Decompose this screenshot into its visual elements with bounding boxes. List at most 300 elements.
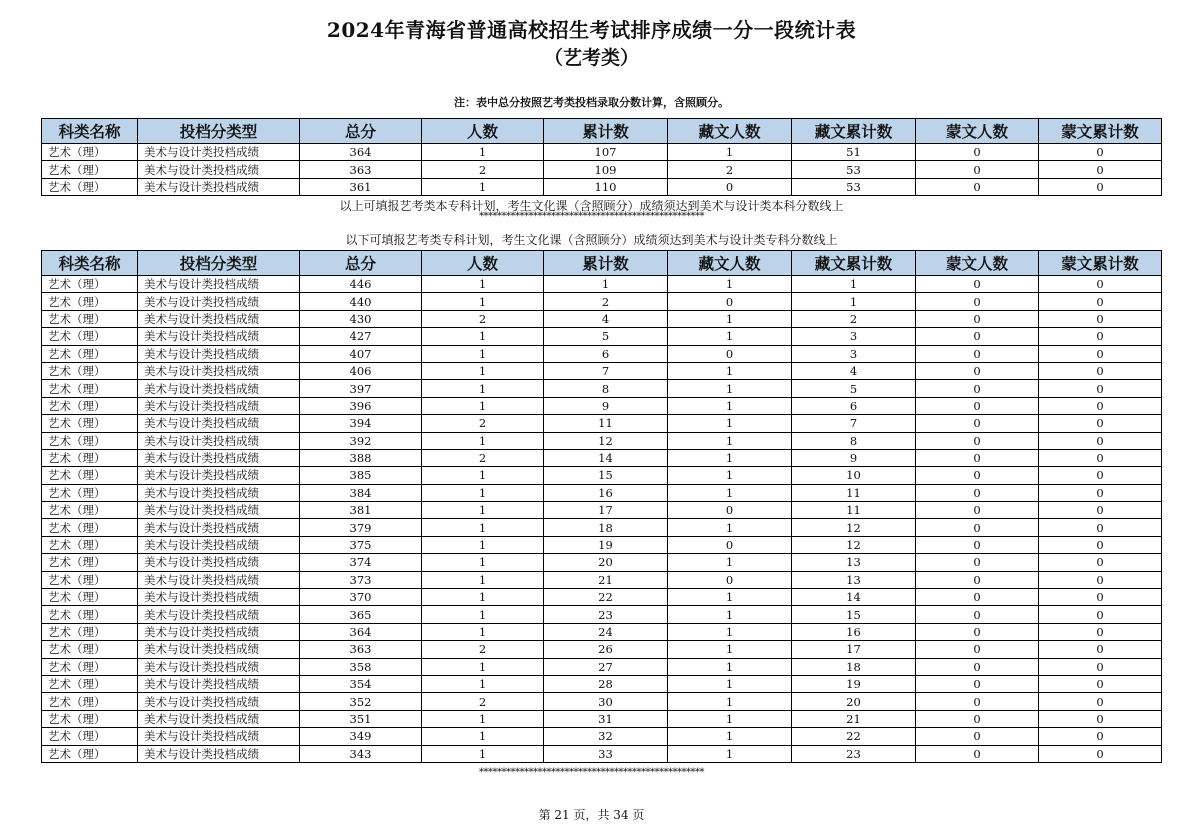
cumulative-cell: 17 [544,502,668,519]
tibetan-cumulative-cell: 3 [792,345,916,362]
tibetan-cumulative-cell: 23 [792,745,916,762]
mongolian-cumulative-cell: 0 [1039,293,1162,310]
score-type-cell: 美术与设计类投档成绩 [138,293,300,310]
tibetan-cumulative-cell: 1 [792,293,916,310]
column-header: 藏文人数 [668,119,792,144]
count-cell: 2 [422,310,544,327]
cumulative-cell: 23 [544,606,668,623]
cumulative-cell: 20 [544,554,668,571]
category-cell: 艺术（理） [42,449,138,466]
mongolian-count-cell: 0 [916,178,1039,195]
count-cell: 1 [422,467,544,484]
category-cell: 艺术（理） [42,144,138,161]
score-type-cell: 美术与设计类投档成绩 [138,536,300,553]
tibetan-count-cell: 1 [668,397,792,414]
tibetan-cumulative-cell: 53 [792,178,916,195]
mongolian-count-cell: 0 [916,571,1039,588]
mongolian-count-cell: 0 [916,432,1039,449]
table-row [42,144,1162,161]
category-cell: 艺术（理） [42,641,138,658]
column-header: 人数 [422,251,544,276]
table-body [42,144,1162,196]
tibetan-count-cell: 1 [668,728,792,745]
score-type-cell: 美术与设计类投档成绩 [138,675,300,692]
document-subtitle: （艺考类） [543,47,639,69]
tibetan-count-cell: 0 [668,178,792,195]
count-cell: 1 [422,432,544,449]
category-cell: 艺术（理） [42,554,138,571]
tibetan-count-cell: 1 [668,432,792,449]
score-type-cell: 美术与设计类投档成绩 [138,710,300,727]
count-cell: 1 [422,276,544,293]
separator-line: ************************************************** [479,767,704,778]
mongolian-cumulative-cell: 0 [1039,178,1162,195]
mongolian-cumulative-cell: 0 [1039,519,1162,536]
category-cell: 艺术（理） [42,606,138,623]
category-cell: 艺术（理） [42,380,138,397]
undergraduate-line-note: 以上可填报艺考类本专科计划，考生文化课（含照顾分）成绩须达到美术与设计类本科分数线上 [339,199,844,213]
category-cell: 艺术（理） [42,345,138,362]
table-row [42,415,1162,432]
tibetan-count-cell: 1 [668,641,792,658]
category-cell: 艺术（理） [42,328,138,345]
total-score-cell: 351 [300,710,422,727]
tibetan-count-cell: 1 [668,658,792,675]
cumulative-cell: 33 [544,745,668,762]
tibetan-count-cell: 1 [668,449,792,466]
tibetan-cumulative-cell: 18 [792,658,916,675]
tibetan-cumulative-cell: 21 [792,710,916,727]
total-score-cell: 352 [300,693,422,710]
count-cell: 2 [422,415,544,432]
mongolian-count-cell: 0 [916,519,1039,536]
column-header: 累计数 [544,119,668,144]
tibetan-count-cell: 1 [668,380,792,397]
score-type-cell: 美术与设计类投档成绩 [138,161,300,178]
table-row [42,641,1162,658]
mongolian-cumulative-cell: 0 [1039,432,1162,449]
cumulative-cell: 11 [544,415,668,432]
mongolian-count-cell: 0 [916,710,1039,727]
score-type-cell: 美术与设计类投档成绩 [138,415,300,432]
tibetan-cumulative-cell: 10 [792,467,916,484]
score-type-cell: 美术与设计类投档成绩 [138,449,300,466]
total-score-cell: 343 [300,745,422,762]
total-score-cell: 440 [300,293,422,310]
tibetan-count-cell: 1 [668,589,792,606]
column-header: 投档分类型 [138,251,300,276]
tibetan-cumulative-cell: 12 [792,536,916,553]
tibetan-cumulative-cell: 53 [792,161,916,178]
category-cell: 艺术（理） [42,536,138,553]
mongolian-cumulative-cell: 0 [1039,380,1162,397]
cumulative-cell: 9 [544,397,668,414]
mongolian-cumulative-cell: 0 [1039,467,1162,484]
score-type-cell: 美术与设计类投档成绩 [138,380,300,397]
total-score-cell: 354 [300,675,422,692]
table-row [42,449,1162,466]
category-cell: 艺术（理） [42,362,138,379]
tibetan-cumulative-cell: 51 [792,144,916,161]
category-cell: 艺术（理） [42,623,138,640]
total-score-cell: 375 [300,536,422,553]
mongolian-cumulative-cell: 0 [1039,328,1162,345]
table-note: 注：表中总分按照艺考类投档录取分数计算，含照顾分。 [454,96,729,109]
mongolian-count-cell: 0 [916,536,1039,553]
score-type-cell: 美术与设计类投档成绩 [138,554,300,571]
mongolian-count-cell: 0 [916,502,1039,519]
column-header: 总分 [300,119,422,144]
category-cell: 艺术（理） [42,519,138,536]
column-header: 科类名称 [42,251,138,276]
count-cell: 1 [422,502,544,519]
tibetan-cumulative-cell: 11 [792,502,916,519]
category-cell: 艺术（理） [42,658,138,675]
count-cell: 1 [422,710,544,727]
score-type-cell: 美术与设计类投档成绩 [138,693,300,710]
score-type-cell: 美术与设计类投档成绩 [138,328,300,345]
cumulative-cell: 30 [544,693,668,710]
score-type-cell: 美术与设计类投档成绩 [138,345,300,362]
table-row [42,397,1162,414]
cumulative-cell: 16 [544,484,668,501]
table-row [42,606,1162,623]
table-row [42,362,1162,379]
table-row [42,502,1162,519]
mongolian-count-cell: 0 [916,380,1039,397]
category-cell: 艺术（理） [42,728,138,745]
mongolian-cumulative-cell: 0 [1039,606,1162,623]
table-row [42,161,1162,178]
table-row [42,589,1162,606]
mongolian-count-cell: 0 [916,415,1039,432]
tibetan-cumulative-cell: 16 [792,623,916,640]
category-cell: 艺术（理） [42,467,138,484]
tibetan-count-cell: 1 [668,276,792,293]
table-row [42,276,1162,293]
cumulative-cell: 18 [544,519,668,536]
category-cell: 艺术（理） [42,432,138,449]
tibetan-count-cell: 1 [668,144,792,161]
table-row [42,728,1162,745]
tibetan-cumulative-cell: 4 [792,362,916,379]
cumulative-cell: 19 [544,536,668,553]
tibetan-cumulative-cell: 2 [792,310,916,327]
column-header: 蒙文人数 [916,251,1039,276]
mongolian-count-cell: 0 [916,276,1039,293]
column-header: 人数 [422,119,544,144]
column-header: 蒙文累计数 [1039,119,1162,144]
cumulative-cell: 109 [544,161,668,178]
mongolian-count-cell: 0 [916,693,1039,710]
table-row [42,554,1162,571]
table-row [42,178,1162,195]
total-score-cell: 427 [300,328,422,345]
table-row [42,693,1162,710]
tibetan-count-cell: 1 [668,328,792,345]
mongolian-cumulative-cell: 0 [1039,484,1162,501]
total-score-cell: 364 [300,144,422,161]
category-cell: 艺术（理） [42,675,138,692]
tibetan-cumulative-cell: 17 [792,641,916,658]
cumulative-cell: 15 [544,467,668,484]
score-type-cell: 美术与设计类投档成绩 [138,658,300,675]
category-cell: 艺术（理） [42,293,138,310]
total-score-cell: 397 [300,380,422,397]
tibetan-count-cell: 2 [668,161,792,178]
tibetan-count-cell: 0 [668,293,792,310]
count-cell: 1 [422,536,544,553]
count-cell: 2 [422,641,544,658]
mongolian-cumulative-cell: 0 [1039,397,1162,414]
score-type-cell: 美术与设计类投档成绩 [138,571,300,588]
tibetan-cumulative-cell: 14 [792,589,916,606]
score-table-undergraduate [41,118,1162,196]
tibetan-count-cell: 0 [668,502,792,519]
total-score-cell: 349 [300,728,422,745]
category-cell: 艺术（理） [42,276,138,293]
category-cell: 艺术（理） [42,745,138,762]
mongolian-cumulative-cell: 0 [1039,554,1162,571]
table-row [42,380,1162,397]
table-row [42,484,1162,501]
cumulative-cell: 24 [544,623,668,640]
tibetan-count-cell: 1 [668,606,792,623]
column-header: 蒙文累计数 [1039,251,1162,276]
count-cell: 1 [422,554,544,571]
tibetan-cumulative-cell: 7 [792,415,916,432]
count-cell: 1 [422,658,544,675]
count-cell: 1 [422,745,544,762]
total-score-cell: 358 [300,658,422,675]
mongolian-cumulative-cell: 0 [1039,571,1162,588]
header-row [42,119,1162,144]
mongolian-cumulative-cell: 0 [1039,144,1162,161]
tibetan-count-cell: 1 [668,623,792,640]
document-title: 2024年青海省普通高校招生考试排序成绩一分一段统计表 [326,18,857,42]
cumulative-cell: 22 [544,589,668,606]
mongolian-cumulative-cell: 0 [1039,362,1162,379]
category-cell: 艺术（理） [42,571,138,588]
count-cell: 1 [422,606,544,623]
score-type-cell: 美术与设计类投档成绩 [138,745,300,762]
mongolian-count-cell: 0 [916,449,1039,466]
cumulative-cell: 1 [544,276,668,293]
mongolian-count-cell: 0 [916,589,1039,606]
category-cell: 艺术（理） [42,589,138,606]
cumulative-cell: 27 [544,658,668,675]
count-cell: 1 [422,484,544,501]
score-type-cell: 美术与设计类投档成绩 [138,178,300,195]
column-header: 藏文累计数 [792,251,916,276]
count-cell: 2 [422,449,544,466]
cumulative-cell: 26 [544,641,668,658]
count-cell: 2 [422,161,544,178]
count-cell: 1 [422,328,544,345]
total-score-cell: 365 [300,606,422,623]
count-cell: 2 [422,693,544,710]
mongolian-cumulative-cell: 0 [1039,310,1162,327]
mongolian-cumulative-cell: 0 [1039,693,1162,710]
score-type-cell: 美术与设计类投档成绩 [138,623,300,640]
count-cell: 1 [422,380,544,397]
tibetan-cumulative-cell: 20 [792,693,916,710]
mongolian-cumulative-cell: 0 [1039,536,1162,553]
column-header: 累计数 [544,251,668,276]
tibetan-count-cell: 0 [668,345,792,362]
total-score-cell: 385 [300,467,422,484]
score-type-cell: 美术与设计类投档成绩 [138,728,300,745]
table-row [42,536,1162,553]
score-type-cell: 美术与设计类投档成绩 [138,641,300,658]
score-type-cell: 美术与设计类投档成绩 [138,484,300,501]
count-cell: 1 [422,571,544,588]
table-row [42,345,1162,362]
tibetan-cumulative-cell: 8 [792,432,916,449]
cumulative-cell: 8 [544,380,668,397]
score-type-cell: 美术与设计类投档成绩 [138,362,300,379]
score-table-junior-college [41,250,1162,763]
junior-college-line-note: 以下可填报艺考类专科计划，考生文化课（含照顾分）成绩须达到美术与设计类专科分数线上 [345,233,838,247]
cumulative-cell: 2 [544,293,668,310]
column-header: 藏文人数 [668,251,792,276]
table-row [42,658,1162,675]
tibetan-cumulative-cell: 19 [792,675,916,692]
count-cell: 1 [422,589,544,606]
total-score-cell: 379 [300,519,422,536]
cumulative-cell: 21 [544,571,668,588]
count-cell: 1 [422,519,544,536]
tibetan-cumulative-cell: 9 [792,449,916,466]
tibetan-cumulative-cell: 1 [792,276,916,293]
mongolian-count-cell: 0 [916,641,1039,658]
table-row [42,293,1162,310]
total-score-cell: 407 [300,345,422,362]
score-type-cell: 美术与设计类投档成绩 [138,144,300,161]
mongolian-count-cell: 0 [916,397,1039,414]
mongolian-cumulative-cell: 0 [1039,449,1162,466]
mongolian-cumulative-cell: 0 [1039,675,1162,692]
column-header: 投档分类型 [138,119,300,144]
mongolian-count-cell: 0 [916,467,1039,484]
cumulative-cell: 14 [544,449,668,466]
category-cell: 艺术（理） [42,161,138,178]
score-type-cell: 美术与设计类投档成绩 [138,397,300,414]
score-type-cell: 美术与设计类投档成绩 [138,519,300,536]
category-cell: 艺术（理） [42,484,138,501]
tibetan-count-cell: 1 [668,710,792,727]
score-type-cell: 美术与设计类投档成绩 [138,276,300,293]
cumulative-cell: 6 [544,345,668,362]
column-header: 总分 [300,251,422,276]
total-score-cell: 370 [300,589,422,606]
total-score-cell: 364 [300,623,422,640]
mongolian-count-cell: 0 [916,606,1039,623]
category-cell: 艺术（理） [42,693,138,710]
total-score-cell: 430 [300,310,422,327]
tibetan-count-cell: 1 [668,519,792,536]
cumulative-cell: 110 [544,178,668,195]
total-score-cell: 363 [300,641,422,658]
total-score-cell: 392 [300,432,422,449]
category-cell: 艺术（理） [42,502,138,519]
cumulative-cell: 107 [544,144,668,161]
table-row [42,623,1162,640]
tibetan-count-cell: 1 [668,415,792,432]
mongolian-count-cell: 0 [916,658,1039,675]
cumulative-cell: 32 [544,728,668,745]
cumulative-cell: 28 [544,675,668,692]
mongolian-cumulative-cell: 0 [1039,502,1162,519]
tibetan-count-cell: 0 [668,536,792,553]
tibetan-count-cell: 1 [668,484,792,501]
count-cell: 1 [422,728,544,745]
mongolian-cumulative-cell: 0 [1039,658,1162,675]
total-score-cell: 373 [300,571,422,588]
tibetan-count-cell: 1 [668,362,792,379]
table-body [42,276,1162,763]
mongolian-cumulative-cell: 0 [1039,728,1162,745]
separator-line: ************************************************** [479,211,704,222]
tibetan-cumulative-cell: 13 [792,571,916,588]
total-score-cell: 394 [300,415,422,432]
column-header: 蒙文人数 [916,119,1039,144]
score-type-cell: 美术与设计类投档成绩 [138,589,300,606]
header-row [42,251,1162,276]
mongolian-count-cell: 0 [916,310,1039,327]
total-score-cell: 446 [300,276,422,293]
mongolian-count-cell: 0 [916,745,1039,762]
mongolian-count-cell: 0 [916,328,1039,345]
column-header: 藏文累计数 [792,119,916,144]
count-cell: 1 [422,178,544,195]
total-score-cell: 363 [300,161,422,178]
cumulative-cell: 5 [544,328,668,345]
tibetan-count-cell: 1 [668,554,792,571]
mongolian-count-cell: 0 [916,345,1039,362]
mongolian-cumulative-cell: 0 [1039,745,1162,762]
mongolian-count-cell: 0 [916,293,1039,310]
tibetan-cumulative-cell: 12 [792,519,916,536]
table-row [42,571,1162,588]
mongolian-count-cell: 0 [916,484,1039,501]
mongolian-cumulative-cell: 0 [1039,161,1162,178]
category-cell: 艺术（理） [42,397,138,414]
mongolian-count-cell: 0 [916,362,1039,379]
tibetan-cumulative-cell: 11 [792,484,916,501]
column-header: 科类名称 [42,119,138,144]
total-score-cell: 381 [300,502,422,519]
category-cell: 艺术（理） [42,710,138,727]
score-type-cell: 美术与设计类投档成绩 [138,432,300,449]
mongolian-count-cell: 0 [916,144,1039,161]
mongolian-count-cell: 0 [916,623,1039,640]
count-cell: 1 [422,293,544,310]
mongolian-cumulative-cell: 0 [1039,276,1162,293]
table-row [42,467,1162,484]
tibetan-cumulative-cell: 15 [792,606,916,623]
table-row [42,310,1162,327]
score-type-cell: 美术与设计类投档成绩 [138,606,300,623]
category-cell: 艺术（理） [42,310,138,327]
tibetan-cumulative-cell: 13 [792,554,916,571]
mongolian-cumulative-cell: 0 [1039,345,1162,362]
count-cell: 1 [422,675,544,692]
page-footer: 第 21 页，共 34 页 [538,808,645,822]
tibetan-cumulative-cell: 22 [792,728,916,745]
table-row [42,710,1162,727]
total-score-cell: 384 [300,484,422,501]
